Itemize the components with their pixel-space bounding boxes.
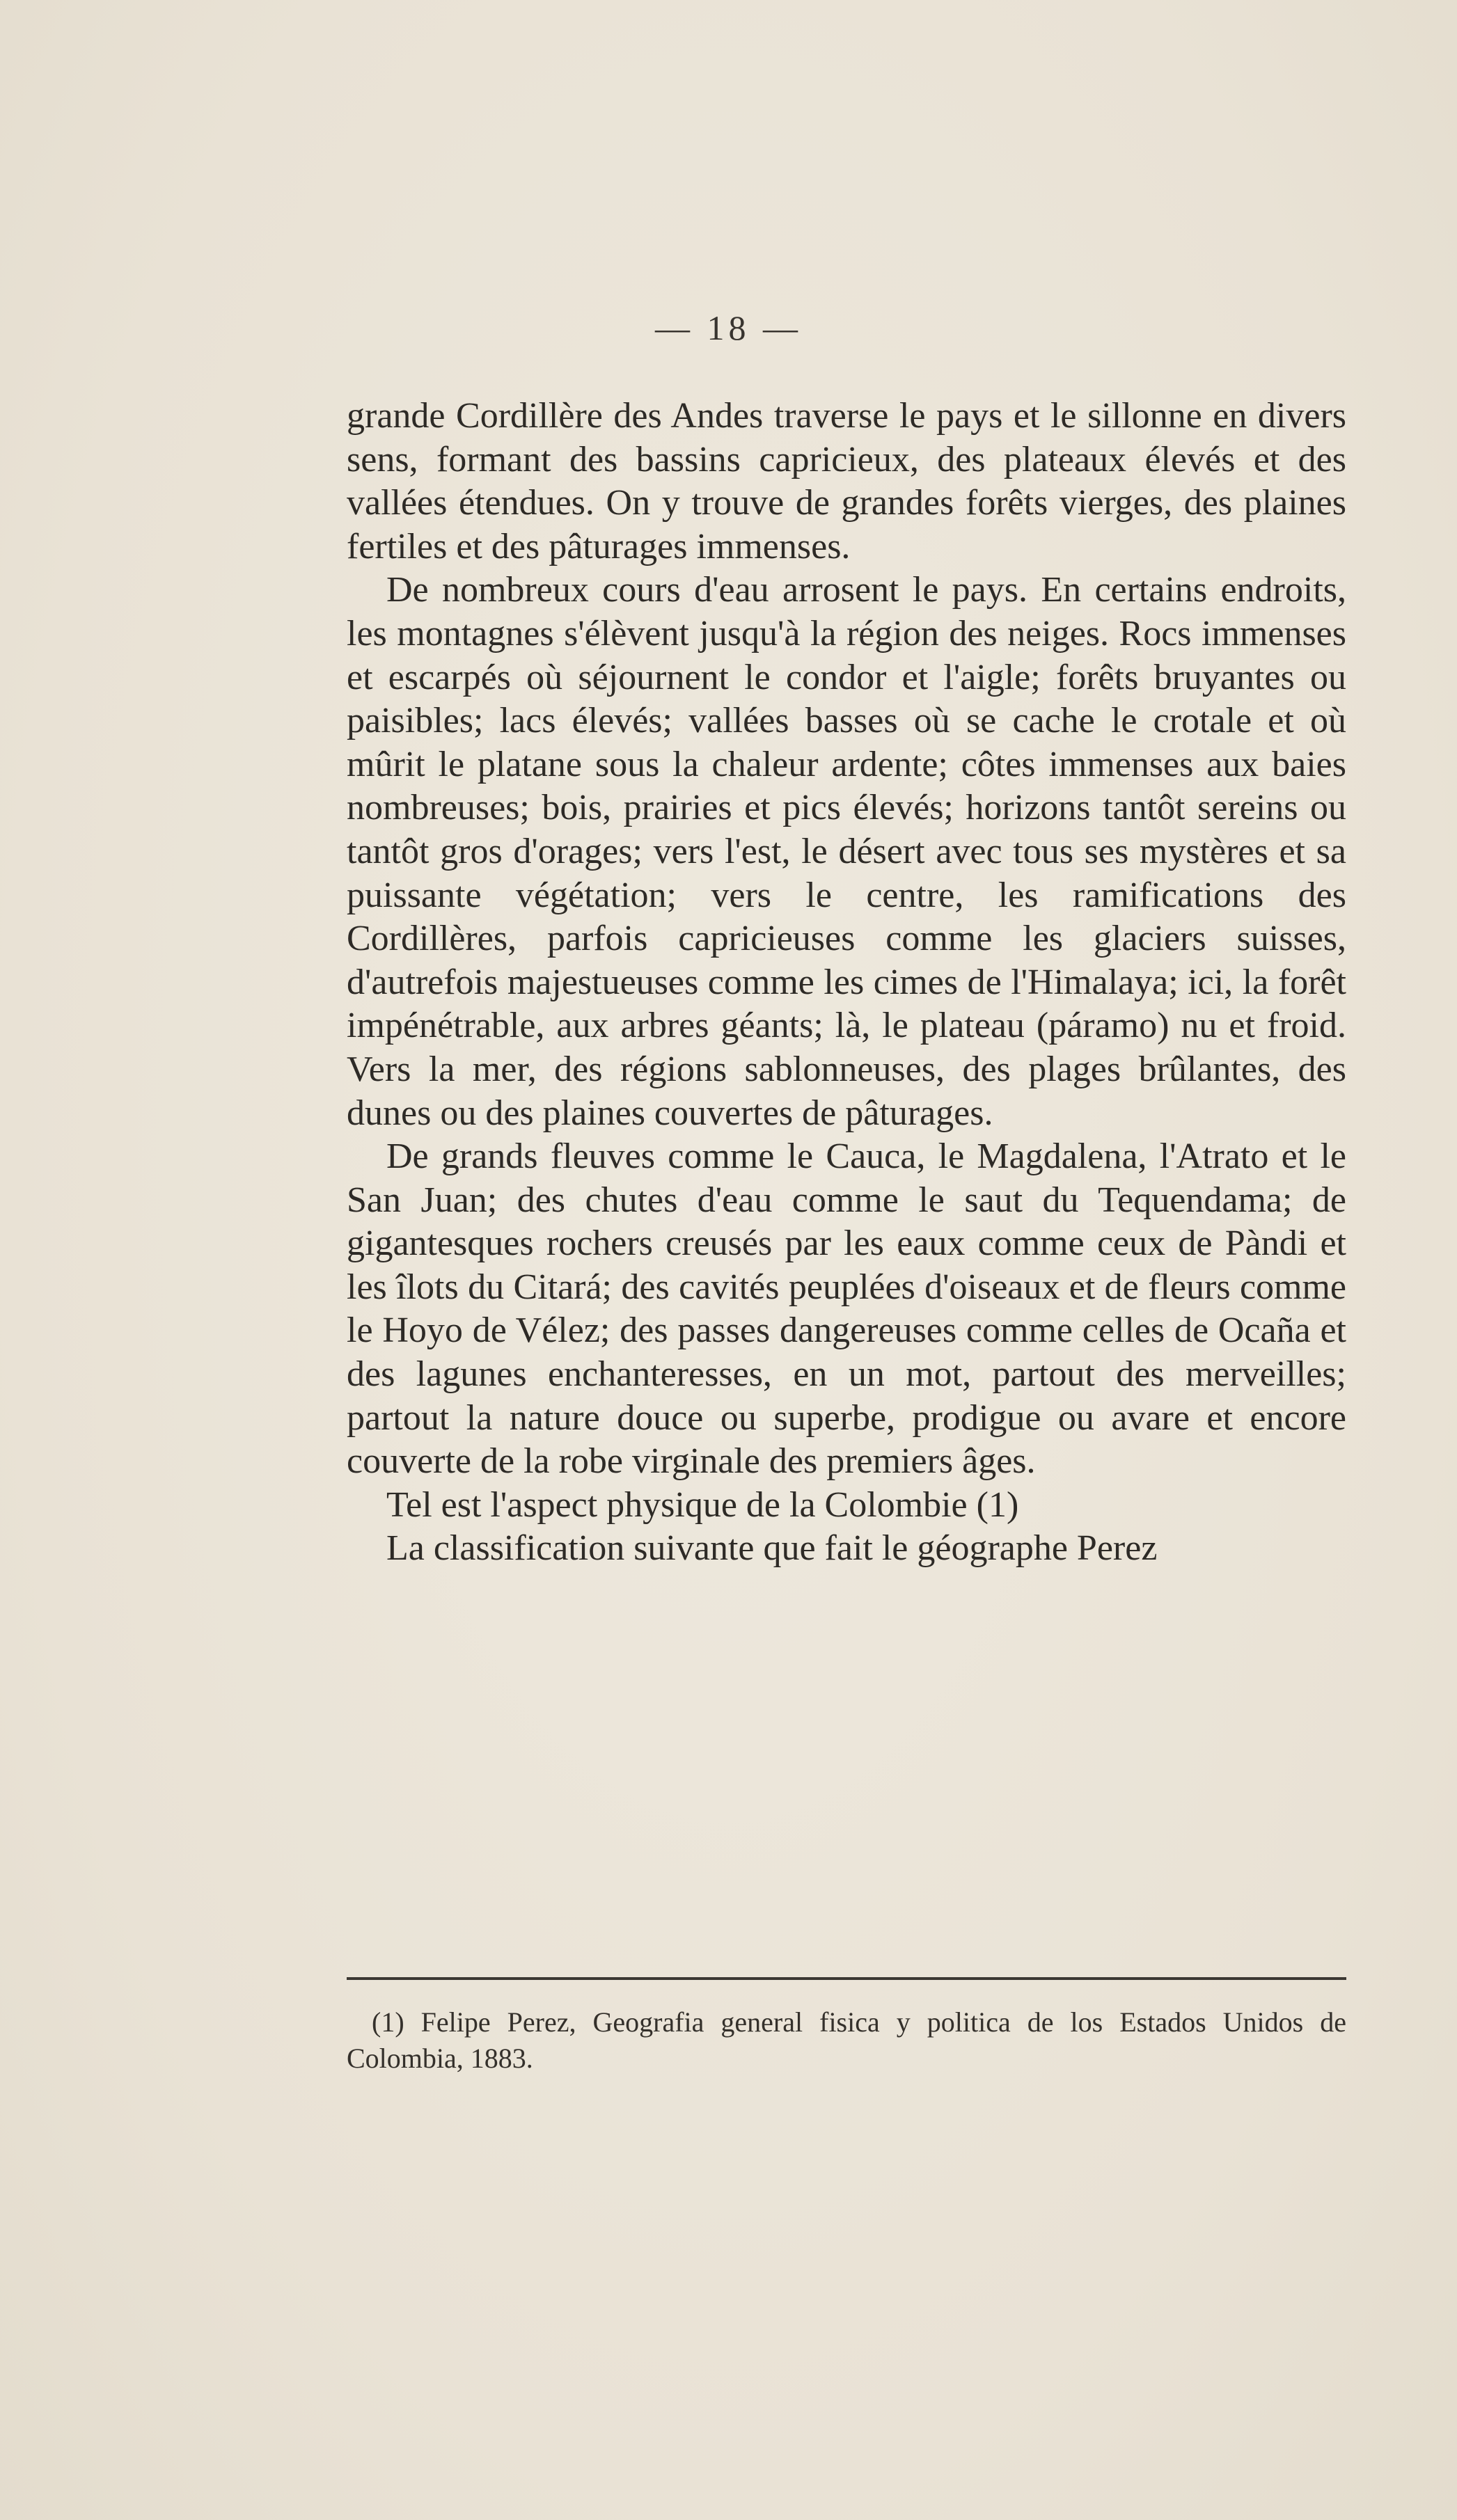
paragraph-2: De nombreux cours d'eau arrosent le pays. En certains endroits, les montagnes s'élèvent jusqu'à la région des neiges. Rocs immenses et escarpés où séjournent le condor et l'aigle; forêts bruyantes ou paisibles; lacs élevés; vallées basses où se cache le crotale et où mûrit le platane sous la chaleur ardente; côtes immenses aux baies nombreuses; bois, prairies et pics élevés; horizons tantôt sereins ou tantôt gros d'orages; vers l'est, le désert avec tous ses mystères et sa puissante végétation; vers le centre, les ramifications des Cordillères, parfois capricieuses comme les glaciers suisses, d'autrefois majestueuses comme les cimes de l'Himalaya; ici, la forêt impénétrable, aux arbres géants; là, le plateau (páramo) nu et froid. Vers la mer, des régions sablonneuses, des plages brûlantes, des dunes ou des plaines couvertes de pâturages. <box>347 570 1346 1133</box>
body-text <box>347 395 1346 1571</box>
footnote-divider <box>347 1977 1346 1980</box>
paragraph-3: De grands fleuves comme le Cauca, le Magdalena, l'Atrato et le San Juan; des chutes d'eau comme le saut du Tequendama; de gigantesques rochers creusés par les eaux comme ceux de Pàndi et les îlots du Citará; des cavités peuplées d'oiseaux et de fleurs comme le Hoyo de Vélez; des passes dangereuses comme celles de Ocaña et des lagunes enchanteresses, en un mot, partout des merveilles; partout la nature douce ou superbe, prodigue ou avare et encore couverte de la robe virginale des premiers âges. <box>347 1136 1346 1482</box>
footnote-text: (1) Felipe Perez, Geografia general fisica y politica de los Estados Unidos de Colombia, 1883. <box>347 2006 1346 2074</box>
footnote <box>347 2004 1346 2077</box>
paragraph-5: La classification suivante que fait le géographe Perez <box>386 1528 1158 1569</box>
paragraph-4: Tel est l'aspect physique de la Colombie (1) <box>386 1484 1019 1525</box>
paragraph-1: grande Cordillère des Andes traverse le pays et le sillonne en divers sens, formant des bassins capricieux, des plateaux élevés et des vallées étendues. On y trouve de grandes forêts vierges, des plaines fertiles et des pâturages immenses. <box>347 396 1346 566</box>
page-number: — 18 — <box>655 308 802 347</box>
